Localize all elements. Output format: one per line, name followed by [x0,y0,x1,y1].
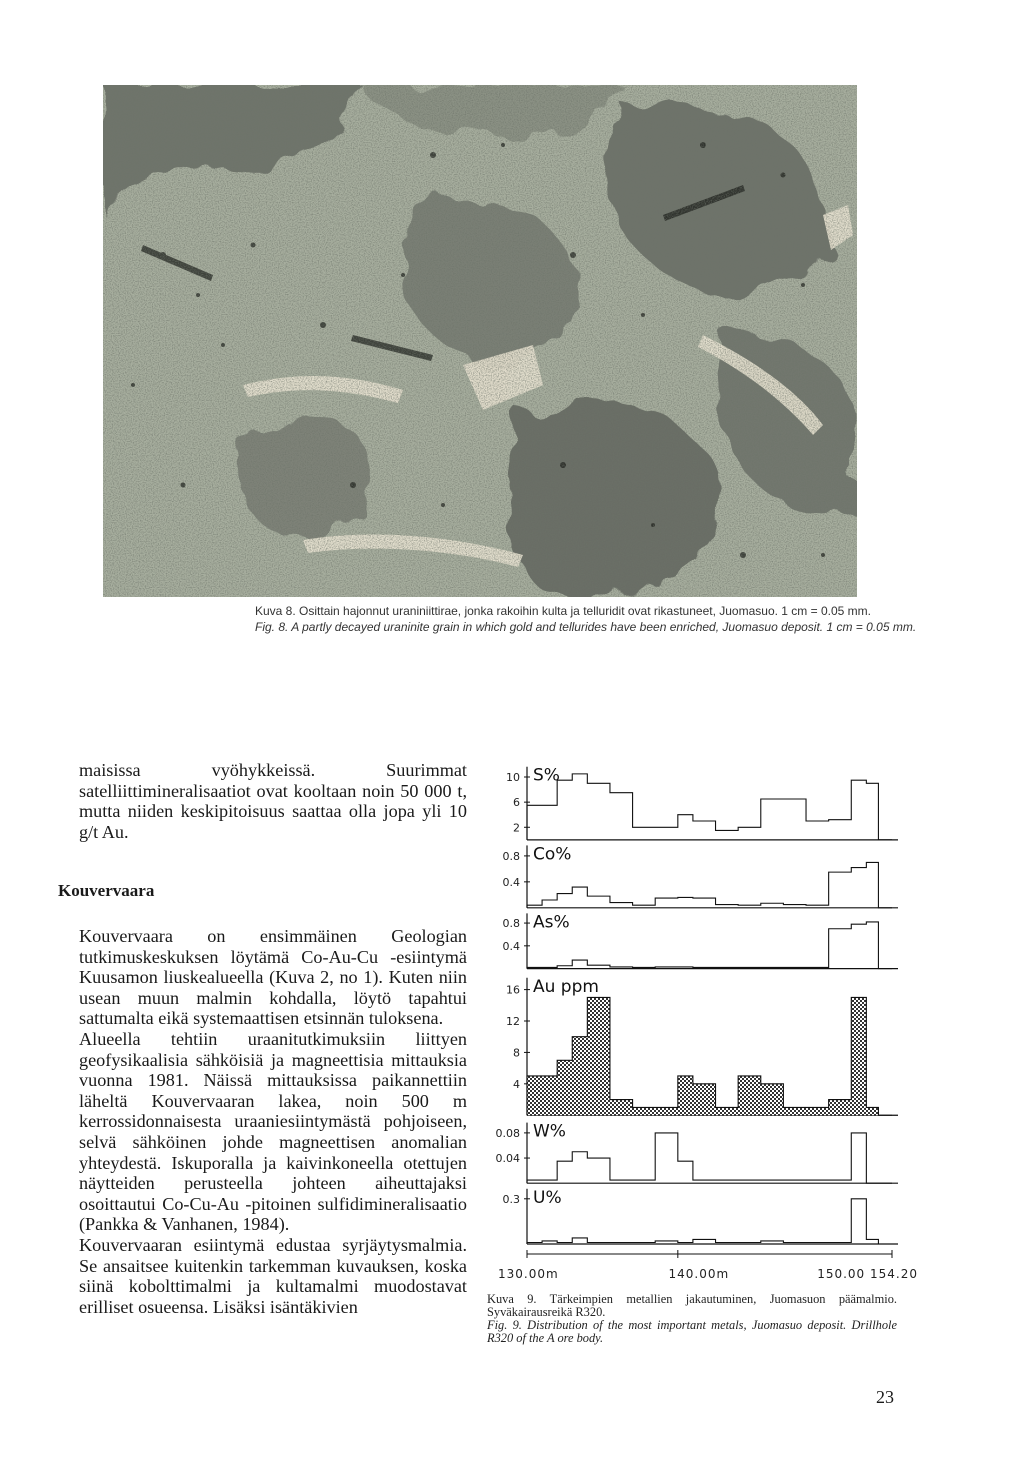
series-name-label: As% [533,912,570,933]
section-body [79,926,467,1317]
y-tick-label: 8 [513,1046,520,1060]
y-tick-label: 0.08 [495,1126,520,1140]
paragraph-1: Kouvervaara on ensimmäinen Geologian tutkimuskeskuksen löytämä Co-Au-Cu -esiintymä Kuusamon liuskealueella (Kuva 2, no 1). Kuten niin usean muun malmin kohdalla, löytö tapahtui sattumalta eikä systemaattisen etsinnän tuloksena. [79,926,467,1029]
continued-paragraph: maisissa vyöhykkeissä. Suurimmat satelliittimineralisaatiot ovat kooltaan noin 50 000 t, mutta niiden keskipitoisuus saattaa olla jopa yli 10 g/t Au. [79,760,467,842]
y-tick-label: 0.04 [495,1152,520,1166]
y-tick-label: 2 [513,821,520,835]
photomicrograph-figure8 [103,85,857,597]
y-tick-label: 4 [513,1077,520,1091]
y-tick-label: 0.3 [502,1192,520,1206]
chart-svg [480,752,920,1282]
x-tick-label: 130.00m [498,1267,559,1281]
y-tick-label: 10 [506,771,520,785]
y-tick-label: 0.4 [502,875,520,889]
y-tick-label: 6 [513,796,520,810]
series-step-line [527,862,892,907]
figure8-caption [255,603,935,635]
series-name-label: Co% [533,844,572,865]
series-step-line [527,774,892,840]
figure8-caption-fi: Kuva 8. Osittain hajonnut uraniniittirae, jonka rakoihin kulta ja telluridit ovat rikastuneet, Juomasuo. 1 cm = 0.05 mm. [255,604,871,618]
paragraph-2: Alueella tehtiin uraanitutkimuksiin liittyen geofysikaalisia sähköisiä ja magneettisia mittauksia vuonna 1981. Näissä mittauksissa paikannettiin läheltä Kouvervaaran lakea, noin 500 m kerrossidonnaisesta uraaniesiintymästä pohjoiseen, selvä sähköinen johde magneettisen anomalian yhteydestä. Iskuporalla ja kaivinkoneella otettujen näytteiden perusteella johteen aiheuttajaksi osoittautui Co-Cu-Au -pitoinen sulfidimineralisaatio (Pankka & Vanhanen, 1984). [79,1028,467,1235]
series-step-line [527,1133,892,1183]
y-tick-label: 0.8 [502,849,520,863]
figure9-chart [480,752,920,1282]
y-tick-label: 0.4 [502,939,520,953]
series-step-line [527,922,892,969]
y-tick-label: 16 [506,983,520,997]
section-heading: Kouvervaara [58,881,155,900]
y-tick-label: 12 [506,1015,520,1029]
series-step-line [527,997,892,1115]
paragraph-3: Kouvervaaran esiintymä edustaa syrjäytysmalmia. Se ansaitsee kuitenkin tarkemman kuvauksen, koska siinä kobolttimalmi ja kultamalmi muodostavat erilliset osueensa. Lisäksi isäntäkivien [79,1234,467,1317]
series-name-label: W% [533,1121,566,1142]
x-tick-label: 150.00 154.20 [817,1267,918,1281]
figure9-caption-fi: Kuva 9. Tärkeimpien metallien jakautuminen, Juomasuon päämalmio. Syväkairausreikä R320. [487,1292,897,1319]
x-tick-label: 140.00m [668,1267,730,1281]
series-step-line [527,1199,892,1244]
page-number: 23 [876,1387,894,1407]
series-name-label: U% [533,1187,562,1208]
figure8-caption-en: Fig. 8. A partly decayed uraninite grain in which gold and tellurides have been enriched, Juomasuo deposit. 1 cm = 0.05 mm. [255,620,917,634]
y-tick-label: 0.8 [502,917,520,931]
figure9-caption [487,1293,897,1345]
figure9-caption-en: Fig. 9. Distribution of the most important metals, Juomasuo deposit. Drillhole R320 of the A ore body. [487,1318,897,1345]
series-name-label: S% [533,765,560,786]
series-name-label: Au ppm [533,976,599,997]
